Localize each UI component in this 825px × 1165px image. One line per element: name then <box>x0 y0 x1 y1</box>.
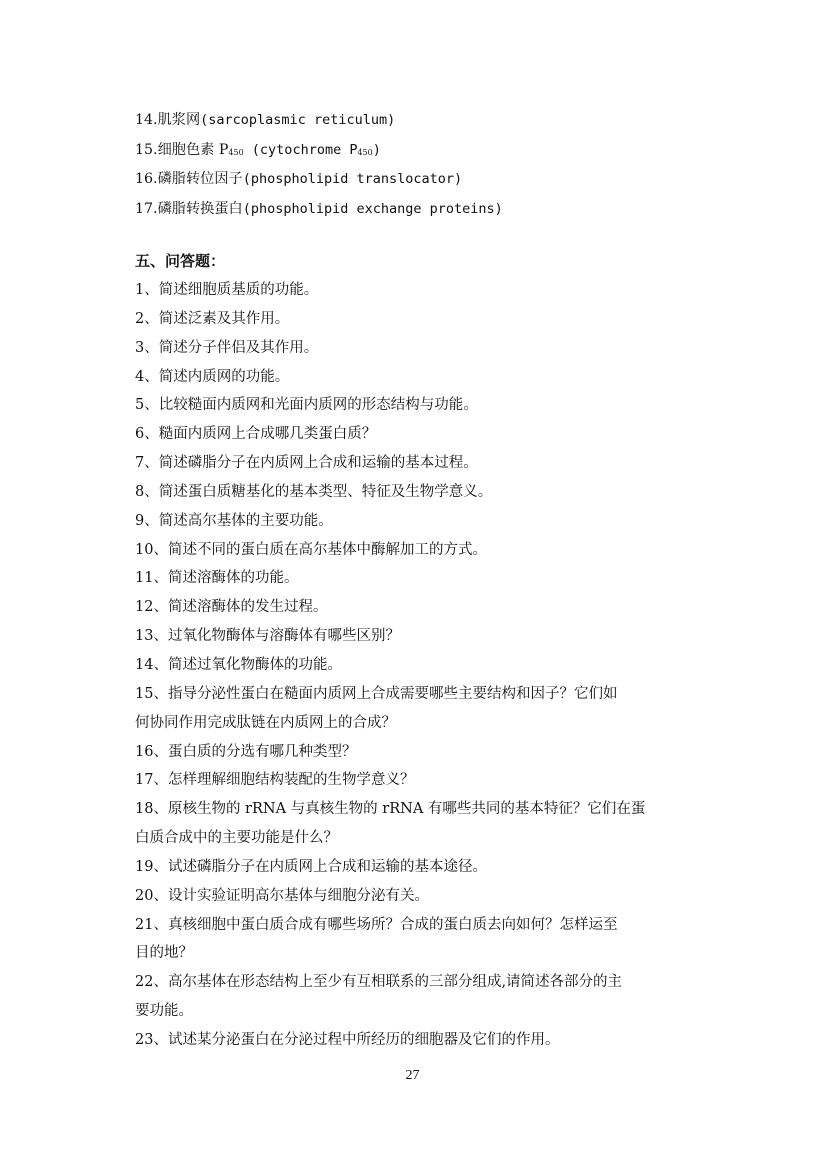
question-text: 20、设计实验证明高尔基体与细胞分泌有关。 <box>135 887 429 904</box>
question-text: 7、简述磷脂分子在内质网上合成和运输的基本过程。 <box>135 455 478 472</box>
question-item <box>135 882 695 911</box>
question-text-continued: 白质合成中的主要功能是什么？ <box>135 830 338 847</box>
question-text: 18、原核生物的 rRNA 与真核生物的 rRNA 有哪些共同的基本特征？它们在蛋 <box>135 801 646 818</box>
term-subscript: 450 <box>357 147 373 157</box>
question-text: 10、简述不同的蛋白质在高尔基体中酶解加工的方式。 <box>135 541 487 558</box>
question-text: 23、试述某分泌蛋白在分泌过程中所经历的细胞器及它们的作用。 <box>135 1031 560 1048</box>
term-number: 16. <box>135 171 158 187</box>
question-text: 6、糙面内质网上合成哪几类蛋白质？ <box>135 426 377 443</box>
question-text: 11、简述溶酶体的功能。 <box>135 570 299 587</box>
question-item <box>135 507 695 536</box>
term-chinese: 磷脂转位因子 <box>157 171 243 187</box>
term-chinese: 磷脂转换蛋白 <box>157 200 243 217</box>
term-item <box>135 136 735 166</box>
term-english: (phospholipid exchange proteins) <box>242 200 503 217</box>
question-item <box>135 738 695 767</box>
question-text: 19、试述磷脂分子在内质网上合成和运输的基本途径。 <box>135 858 487 875</box>
term-subscript: 450 <box>228 147 244 157</box>
question-list <box>135 276 695 1055</box>
term-english: (cytochrome P <box>243 141 358 158</box>
question-item <box>135 651 695 680</box>
question-text-continued: 何协同作用完成肽链在内质网上的合成？ <box>135 714 396 731</box>
question-text: 4、简述内质网的功能。 <box>135 368 290 385</box>
question-text: 14、简述过氧化物酶体的功能。 <box>135 656 342 673</box>
question-text: 16、蛋白质的分选有哪几种类型？ <box>135 743 357 760</box>
term-number: 15. <box>135 141 158 158</box>
question-item <box>135 680 695 738</box>
term-english: (sarcoplasmic reticulum) <box>200 112 396 128</box>
question-item <box>135 911 695 969</box>
question-item <box>135 853 695 882</box>
question-item <box>135 478 695 507</box>
question-item <box>135 536 695 565</box>
question-item <box>135 968 695 1026</box>
question-text: 21、真核细胞中蛋白质合成有哪些场所？合成的蛋白质去向如何？怎样运至 <box>135 916 618 933</box>
question-item <box>135 305 695 334</box>
term-list <box>135 106 735 224</box>
question-text-continued: 目的地？ <box>135 945 193 962</box>
question-text: 15、指导分泌性蛋白在糙面内质网上合成需要哪些主要结构和因子？它们如 <box>135 685 618 702</box>
question-item <box>135 1026 695 1055</box>
term-item <box>135 165 735 195</box>
question-item <box>135 795 695 853</box>
term-chinese: 肌浆网 <box>157 112 201 128</box>
question-text: 17、怎样理解细胞结构装配的生物学意义？ <box>135 772 415 789</box>
term-chinese: 细胞色素 P <box>157 141 229 158</box>
term-number: 17. <box>135 200 158 217</box>
term-number: 14. <box>135 112 158 128</box>
question-text: 3、简述分子伴侣及其作用。 <box>135 339 319 356</box>
question-text: 8、简述蛋白质糖基化的基本类型、特征及生物学意义。 <box>135 483 493 500</box>
question-item <box>135 391 695 420</box>
question-text: 13、过氧化物酶体与溶酶体有哪些区别？ <box>135 628 400 645</box>
question-item <box>135 449 695 478</box>
term-english-end: ) <box>372 141 381 158</box>
section-title: 五、问答题： <box>135 252 226 270</box>
question-text: 9、简述高尔基体的主要功能。 <box>135 512 333 529</box>
question-text: 22、高尔基体在形态结构上至少有互相联系的三部分组成,请简述各部分的主 <box>135 974 623 991</box>
question-text-continued: 要功能。 <box>135 1003 193 1020</box>
question-item <box>135 276 695 305</box>
question-text: 1、简述细胞质基质的功能。 <box>135 282 319 298</box>
question-text: 2、简述泛素及其作用。 <box>135 310 290 327</box>
term-english: (phospholipid translocator) <box>242 171 463 187</box>
question-item <box>135 363 695 392</box>
page-number: 27 <box>405 1068 420 1083</box>
question-item <box>135 593 695 622</box>
term-item <box>135 195 735 225</box>
question-text: 5、比较糙面内质网和光面内质网的形态结构与功能。 <box>135 397 478 414</box>
question-item <box>135 622 695 651</box>
question-item <box>135 564 695 593</box>
question-item <box>135 420 695 449</box>
question-item <box>135 766 695 795</box>
term-item <box>135 106 735 136</box>
question-item <box>135 334 695 363</box>
question-text: 12、简述溶酶体的发生过程。 <box>135 599 328 616</box>
